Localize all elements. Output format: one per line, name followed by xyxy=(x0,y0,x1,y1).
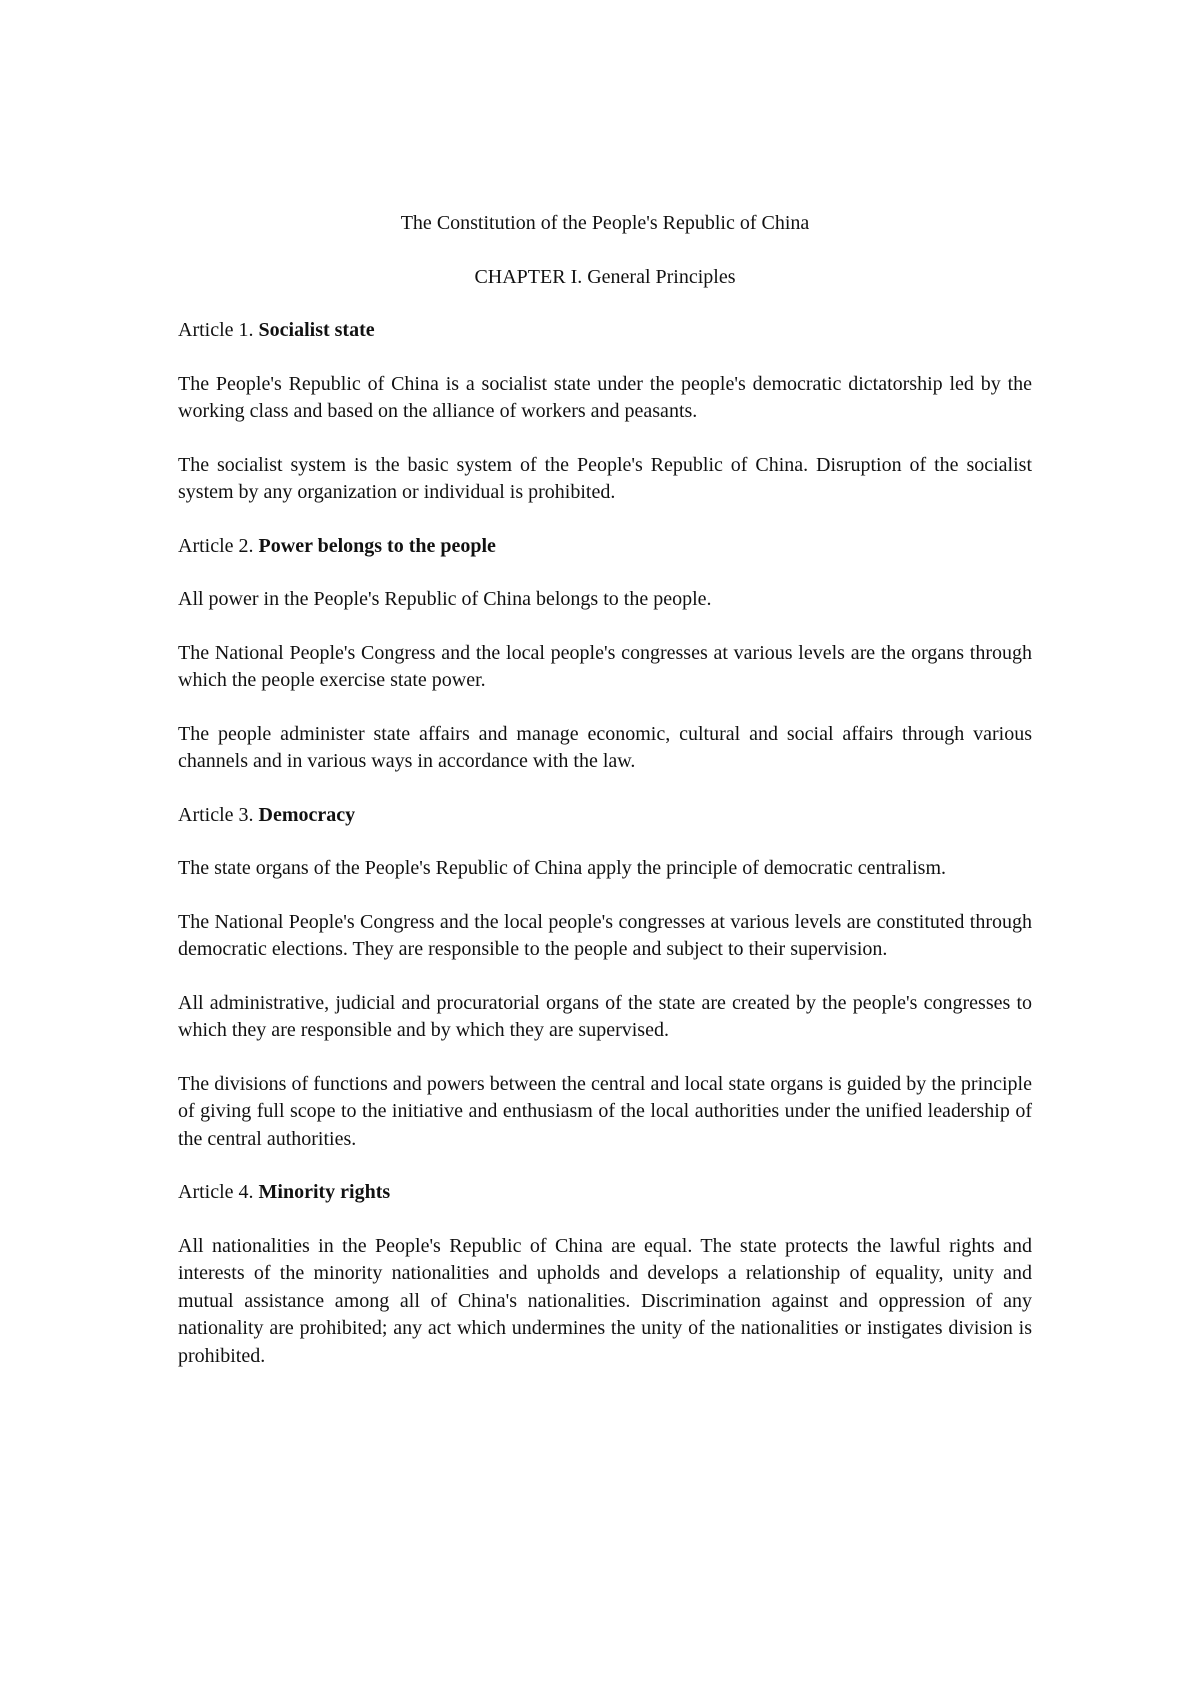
document-title: The Constitution of the People's Republic of China xyxy=(400,212,810,234)
article-title: Minority rights xyxy=(258,1181,391,1203)
article-paragraph: The socialist system is the basic system of the People's Republic of China. Disruption of the socialist system by any organization or individual is prohibited. xyxy=(178,453,1032,503)
article-heading xyxy=(178,317,1032,345)
article-paragraph: The People's Republic of China is a socialist state under the people's democratic dictatorship led by the working class and based on the alliance of workers and peasants. xyxy=(178,372,1032,422)
article-4 xyxy=(178,1179,1032,1370)
article-heading xyxy=(178,802,1032,830)
article-label: Article 4. xyxy=(178,1181,254,1203)
article-title: Democracy xyxy=(258,803,356,826)
article-1 xyxy=(178,317,1032,507)
article-title: Power belongs to the people xyxy=(258,534,496,557)
article-paragraph: The people administer state affairs and manage economic, cultural and social affairs through various channels and in various ways in accordance with the law. xyxy=(178,722,1032,772)
article-paragraph: All administrative, judicial and procuratorial organs of the state are created by the people's congresses to which they are responsible and by which they are supervised. xyxy=(178,991,1032,1041)
article-title: Socialist state xyxy=(258,319,375,341)
article-2 xyxy=(178,533,1032,776)
article-paragraph: The National People's Congress and the local people's congresses at various levels are constituted through democratic elections. They are responsible to the people and subject to their supervision. xyxy=(178,910,1032,960)
article-label: Article 1. xyxy=(178,319,254,341)
article-label: Article 2. xyxy=(178,534,254,557)
article-label: Article 3. xyxy=(178,803,254,826)
article-paragraph: The National People's Congress and the local people's congresses at various levels are the organs through which the people exercise state power. xyxy=(178,641,1032,691)
article-paragraph: The divisions of functions and powers between the central and local state organs is guided by the principle of giving full scope to the initiative and enthusiasm of the local authorities under the unified leadership of the central authorities. xyxy=(178,1072,1032,1150)
article-paragraph: All nationalities in the People's Republic of China are equal. The state protects the lawful rights and interests of the minority nationalities and upholds and develops a relationship of equality, unity and mutual assistance among all of China's nationalities. Discrimination against and oppression of any nationality are prohibited; any act which undermines the unity of the nationalities or instigates division is prohibited. xyxy=(178,1234,1032,1367)
article-3 xyxy=(178,802,1032,1154)
article-heading xyxy=(178,1179,1032,1207)
chapter-heading: CHAPTER I. General Principles xyxy=(474,265,736,288)
article-heading xyxy=(178,533,1032,561)
document-page xyxy=(178,210,1032,1396)
article-paragraph: The state organs of the People's Republic of China apply the principle of democratic centralism. xyxy=(178,857,947,879)
article-paragraph: All power in the People's Republic of China belongs to the people. xyxy=(178,588,712,610)
